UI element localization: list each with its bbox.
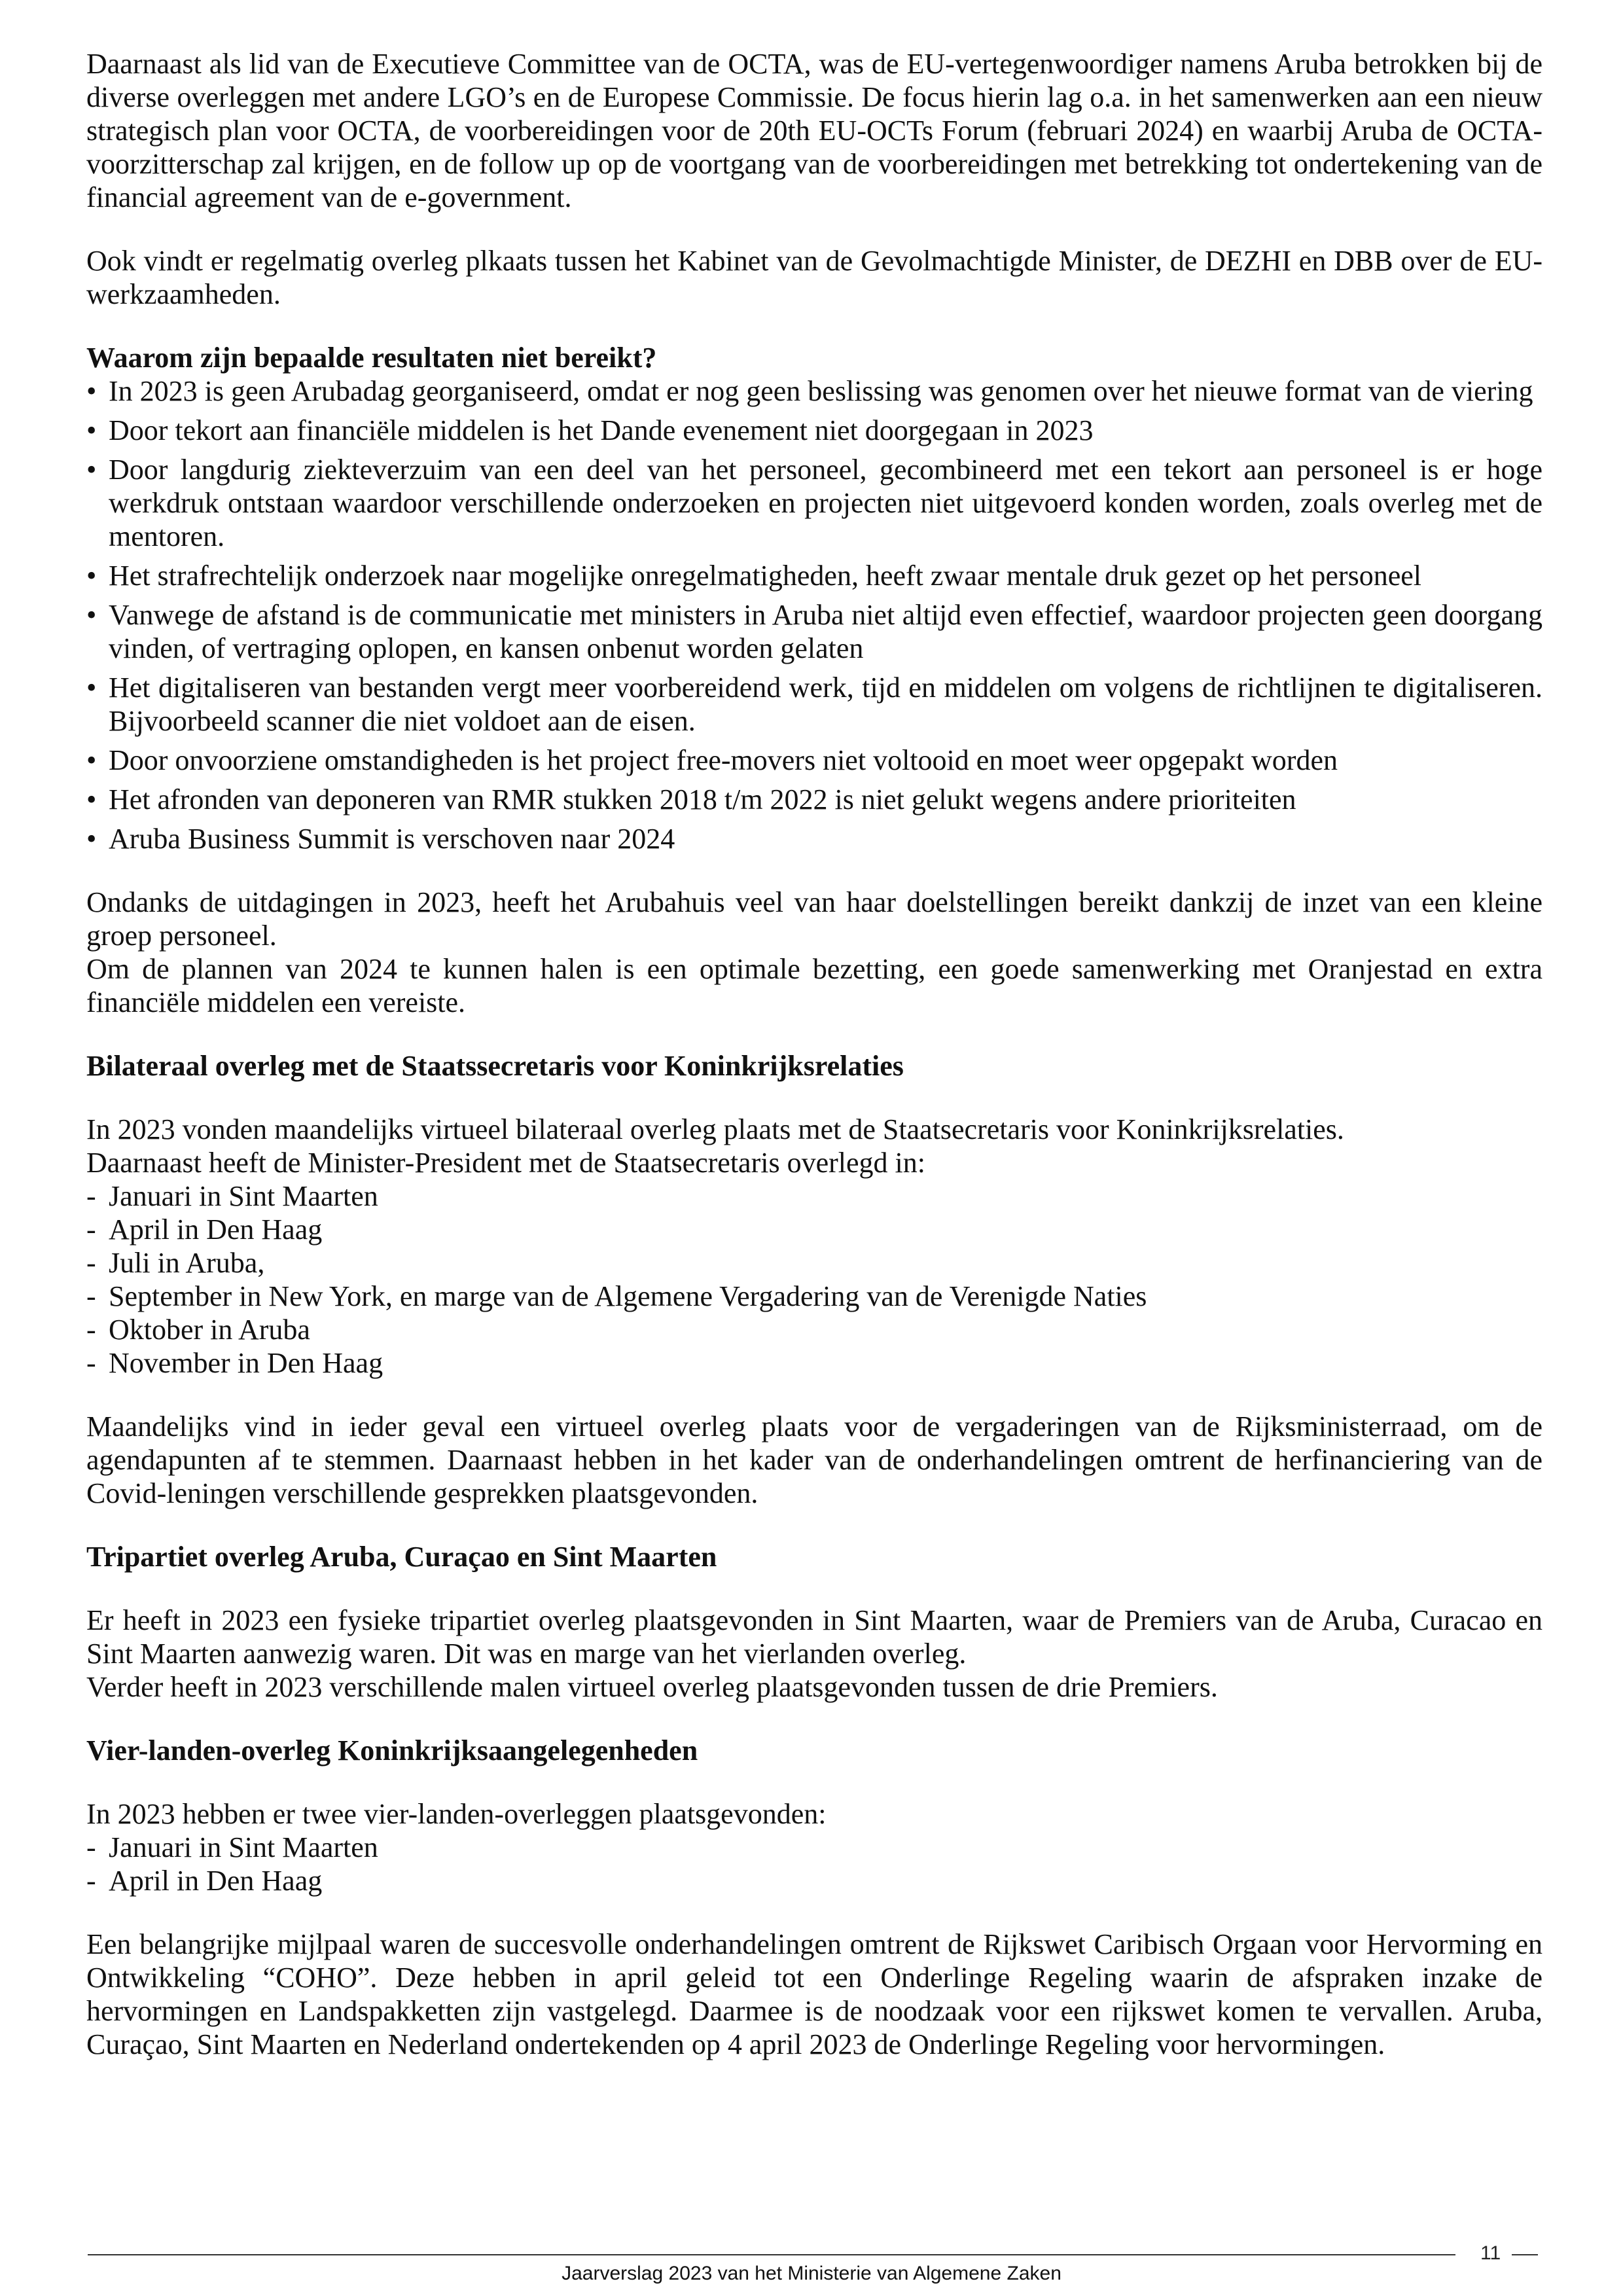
- list-item: • Door langdurig ziekteverzuim van een deel van het personeel, gecombineerd met een tekort aan personeel is er hoge werkdruk ontstaan waardoor verschillende onderzoeken en projecten niet uitgevoerd konden worden, zoals overleg met de mentoren.: [86, 453, 1543, 553]
- heading-tripartite: Tripartiet overleg Aruba, Curaçao en Sint Maarten: [86, 1541, 717, 1573]
- list-item: - Januari in Sint Maarten: [86, 1179, 1543, 1213]
- list-item: • Het digitaliseren van bestanden vergt meer voorbereidend werk, tijd en middelen om volgens de richtlijnen te digitaliseren. Bijvoorbeeld scanner die niet voldoet aan de eisen.: [86, 671, 1543, 738]
- document-page: [86, 47, 1543, 2061]
- intro-paragraph-octa: Daarnaast als lid van de Executieve Committee van de OCTA, was de EU-vertegenwoordiger namens Aruba betrokken bij de diverse overleggen met andere LGO’s en de Europese Commissie. De focus hierin lag o.a. in het samenwerken aan een nieuw strategisch plan voor OCTA, de voorbereidingen voor de 20th EU-OCTs Forum (februari 2024) en waarbij Aruba de OCTA-voorzitterschap zal krijgen, en de follow up op de voortgang van de voorbereidingen met betrekking tot ondertekening van de financial agreement van de e-government.: [86, 48, 1543, 213]
- heading-four-countries: Vier-landen-overleg Koninkrijksaangelegenheden: [86, 1734, 698, 1767]
- footer-title: Jaarverslag 2023 van het Ministerie van Algemene Zaken: [562, 2263, 1061, 2284]
- list-item: - April in Den Haag: [86, 1213, 1543, 1246]
- closing-paragraph-plans: Om de plannen van 2024 te kunnen halen is een optimale bezetting, een goede samenwerking met Oranjestad en extra financiële middelen een vereiste.: [86, 953, 1543, 1018]
- list-item: • Vanwege de afstand is de communicatie met ministers in Aruba niet altijd even effectief, waardoor projecten geen doorgang vinden, of vertraging oplopen, en kansen onbenut worden gelaten: [86, 598, 1543, 665]
- list-item: • Door onvoorziene omstandigheden is het project free-movers niet voltooid en moet weer opgepakt worden: [86, 744, 1543, 777]
- list-item: - Januari in Sint Maarten: [86, 1831, 1543, 1864]
- bilateral-paragraph-meetings: Daarnaast heeft de Minister-President met de Staatsecretaris overlegd in:: [86, 1147, 925, 1179]
- list-item: • Het afronden van deponeren van RMR stukken 2018 t/m 2022 is niet gelukt wegens andere prioriteiten: [86, 783, 1543, 816]
- list-item: • Het strafrechtelijk onderzoek naar mogelijke onregelmatigheden, heeft zwaar mentale druk gezet op het personeel: [86, 559, 1543, 592]
- tripartite-paragraph: Er heeft in 2023 een fysieke tripartiet overleg plaatsgevonden in Sint Maarten, waar de Premiers van de Aruba, Curacao en Sint Maarten aanwezig waren. Dit was en marge van het vierlanden overleg.: [86, 1604, 1543, 1670]
- bilateral-paragraph: In 2023 vonden maandelijks virtueel bilateraal overleg plaats met de Staatsecretaris voor Koninkrijksrelaties.: [86, 1113, 1344, 1145]
- intro-paragraph-overleg: Ook vindt er regelmatig overleg plkaats tussen het Kabinet van de Gevolmachtigde Minister, de DEZHI en DBB over de EU-werkzaamheden.: [86, 245, 1543, 310]
- footer-divider: [88, 2254, 1455, 2255]
- list-item: - Oktober in Aruba: [86, 1313, 1543, 1346]
- four-countries-paragraph-coho: Een belangrijke mijlpaal waren de succesvolle onderhandelingen omtrent de Rijkswet Caribisch Orgaan voor Hervorming en Ontwikkeling “COHO”. Deze hebben in april geleid tot een Onderlinge Regeling waarin de afspraken inzake de hervormingen en Landspakketten zijn vastgelegd. Daarmee is de noodzaak voor een rijkswet komen te vervallen. Aruba, Curaçao, Sint Maarten en Nederland ondertekenden op 4 april 2023 de Onderlinge Regeling voor hervormingen.: [86, 1928, 1543, 2060]
- not-achieved-list: [86, 374, 1543, 855]
- heading-not-achieved: Waarom zijn bepaalde resultaten niet bereikt?: [86, 342, 657, 374]
- closing-paragraph-challenges: Ondanks de uitdagingen in 2023, heeft het Arubahuis veel van haar doelstellingen bereikt dankzij de inzet van een kleine groep personeel.: [86, 886, 1543, 952]
- heading-bilateral: Bilateraal overleg met de Staatssecretaris voor Koninkrijksrelaties: [86, 1050, 904, 1082]
- list-item: - Juli in Aruba,: [86, 1246, 1543, 1280]
- four-countries-meetings-list: [86, 1831, 1543, 1897]
- list-item: - April in Den Haag: [86, 1864, 1543, 1897]
- four-countries-paragraph: In 2023 hebben er twee vier-landen-overleggen plaatsgevonden:: [86, 1798, 827, 1830]
- tripartite-paragraph-virtual: Verder heeft in 2023 verschillende malen virtueel overleg plaatsgevonden tussen de drie Premiers.: [86, 1671, 1218, 1703]
- list-item: • In 2023 is geen Arubadag georganiseerd, omdat er nog geen beslissing was genomen over het nieuwe format van de viering: [86, 374, 1543, 408]
- page-number-dash: [1512, 2254, 1538, 2255]
- bilateral-paragraph-monthly: Maandelijks vind in ieder geval een virtueel overleg plaats voor de vergaderingen van de Rijksministerraad, om de agendapunten af te stemmen. Daarnaast hebben in het kader van de onderhandelingen omtrent de herfinanciering van de Covid-leningen verschillende gesprekken plaatsgevonden.: [86, 1410, 1543, 1509]
- list-item: • Door tekort aan financiële middelen is het Dande evenement niet doorgegaan in 2023: [86, 414, 1543, 447]
- list-item: • Aruba Business Summit is verschoven naar 2024: [86, 822, 1543, 855]
- page-number: 11: [1480, 2242, 1501, 2264]
- bilateral-meetings-list: [86, 1179, 1543, 1380]
- list-item: - November in Den Haag: [86, 1346, 1543, 1380]
- list-item: - September in New York, en marge van de Algemene Vergadering van de Verenigde Naties: [86, 1280, 1543, 1313]
